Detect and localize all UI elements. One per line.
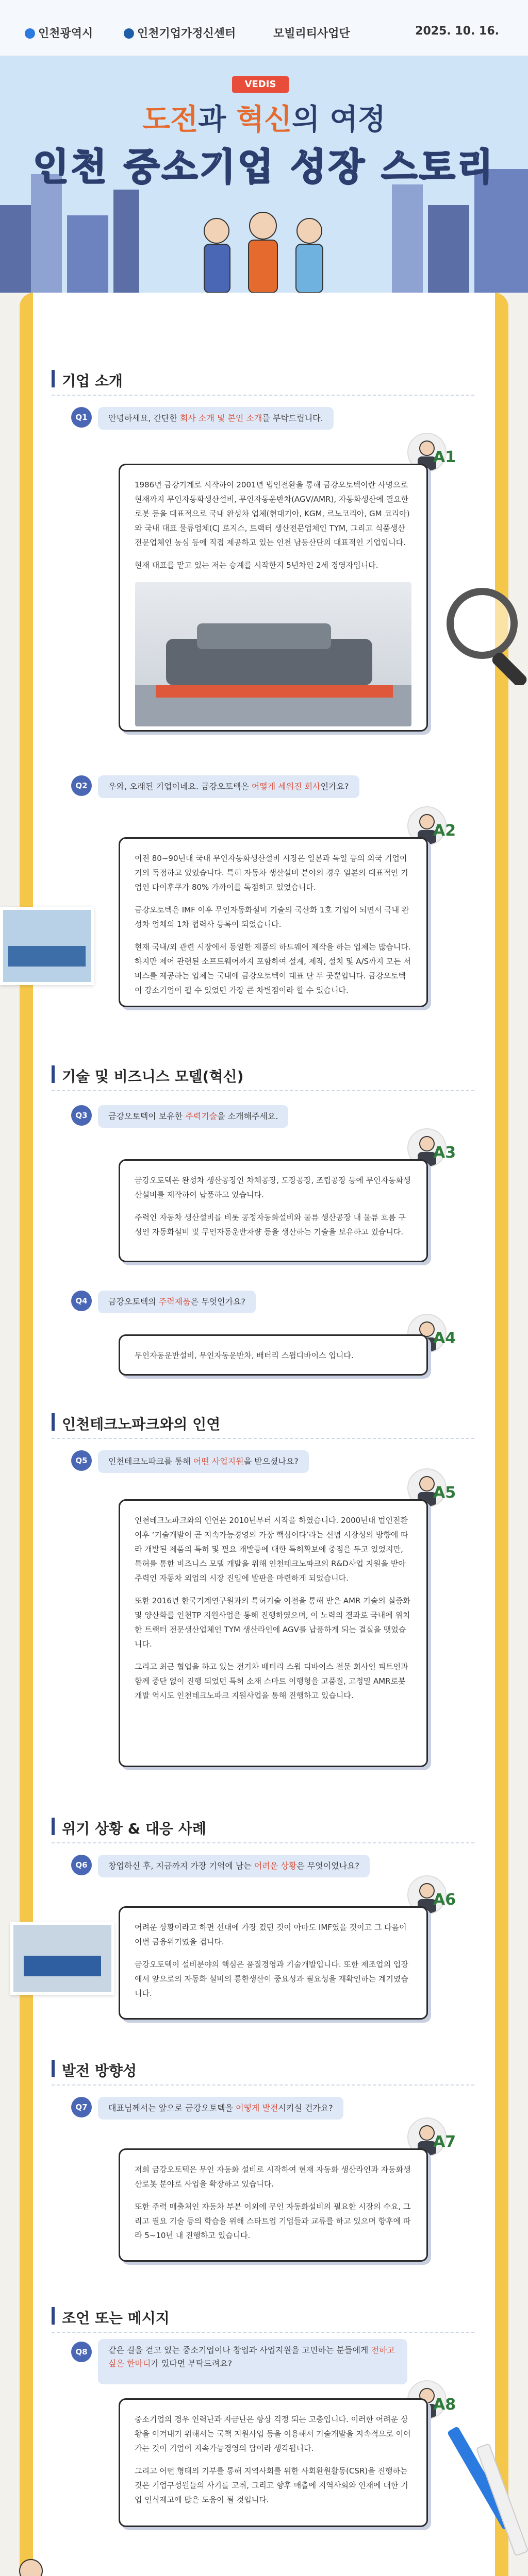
q-highlight: 어떻게 세워진 회사 [251, 782, 321, 791]
answer-paragraph: 인천테크노파크와의 인연은 2010년부터 시작을 하였습니다. 2000년대 법인전환 이후 ‘기술개발이 곧 지속가능경영의 가장 핵심이다’라는 신념 시장성의 방향에 따라 개발된 제품의 특허 및 필요 개발등에 대한 특허확보에 중점을 두고 있었지만, 특허를 통한 비즈니스 모델 개발을 위해 인천테크노파크의 R&D사업 지원을 받아 주력인 자동차 외업의 시장 진입에 발판을 마련하게 되었습니다. [135, 1516, 408, 1583]
hero-banner [0, 56, 528, 293]
section-title: 조언 또는 메시지 [62, 2310, 170, 2327]
q-text: 인가요? [320, 782, 349, 791]
a3-answer-box [119, 1159, 428, 1262]
section-title: 기술 및 비즈니스 모델(혁신) [62, 1068, 244, 1085]
hero-title-highlight: 혁신 [236, 103, 292, 137]
q-text: 은 무엇인가요? [190, 1297, 245, 1307]
a8-label: A8 [433, 2396, 456, 2414]
a4-answer-box [119, 1334, 428, 1376]
q-text: 금강오토텍의 [108, 1297, 159, 1307]
building-illustration [67, 215, 108, 293]
answer-paragraph: 금강오토텍이 설비분야의 핵심은 품질경영과 기술개발입니다. 또한 제조업의 입장에서 앞으로의 자동화 설비의 통한생산이 중요성과 필요성을 재확인하는 계기였습니다. [135, 1960, 408, 1998]
q2-bubble [98, 775, 359, 798]
answer-paragraph: 어려운 상황이라고 하면 선대에 가장 컸던 것이 아마도 IMF였을 것이고 그 다음이 이번 금융위기였을 겁니다. [135, 1923, 407, 1946]
q1-bubble [98, 407, 334, 430]
q-highlight: 어떻게 발전 [236, 2103, 278, 2113]
section-divider [52, 1438, 474, 1439]
q7-bubble [98, 2097, 343, 2120]
section-advice [52, 2303, 474, 2329]
q2-label: Q2 [71, 775, 92, 796]
q3-bubble [98, 1105, 288, 1128]
section-future [52, 2056, 474, 2081]
answer-paragraph: 또한 주력 매출처인 자동차 부분 이외에 무인 자동화설비의 필요한 시장의 수요, 그리고 필요 기술 등의 학습을 위해 스타트업 기업들과 교류를 하고 있으며 향후에 따라 5~10년 내 진행하고 있습니다. [135, 2202, 411, 2240]
answer-paragraph: 또한 2016년 한국기계연구원과의 특허기술 이전을 통해 받은 AMR 기술의 실증화 및 양산화를 인천TP 지원사업을 통해 진행하였으며, 이 노력의 결과로 국내에 위치한 트랙터 전문생산업체인 TYM 생산라인에 AGV를 납품하게 되는 결실을 맺었습니다. [135, 1596, 410, 1649]
center-logo-icon [124, 28, 134, 39]
q-text: 대표님께서는 앞으로 금강오토텍을 [108, 2103, 236, 2113]
answer-paragraph: 주력인 자동차 생산설비를 비롯 공정자동화설비와 물류 생산공장 내 물류 흐름 구성인 자동화설비 및 무인자동운반차량 등을 생산하는 기술을 보유하고 있습니다. [135, 1213, 406, 1236]
hero-title-highlight: 도전 [142, 103, 199, 137]
q-highlight: 주력기술 [185, 1111, 218, 1121]
section-divider [52, 1090, 474, 1092]
a3-label: A3 [433, 1144, 456, 1162]
a2-answer-box [119, 837, 428, 1007]
q4-bubble [98, 1291, 256, 1313]
factory-line-image [3, 910, 91, 982]
section-title: 위기 상황 & 대응 사례 [62, 1820, 206, 1837]
assembly-image [13, 1925, 111, 1992]
runner-illustration [0, 2555, 67, 2576]
section-bar [52, 1065, 55, 1083]
answer-paragraph: 현재 대표를 맡고 있는 저는 승계를 시작한지 5년차인 2세 경영자입니다. [135, 561, 378, 570]
q1-label: Q1 [71, 407, 92, 428]
section-divider [52, 2084, 474, 2086]
section-bar [52, 2307, 55, 2325]
section-crisis [52, 1814, 474, 1839]
factory-photo [135, 582, 411, 726]
brand-mobility [273, 25, 350, 41]
section-technopark [52, 1409, 474, 1435]
section-title: 기업 소개 [62, 372, 123, 389]
building-illustration [113, 190, 139, 293]
section-bar [52, 2060, 55, 2077]
section-tech-business [52, 1061, 474, 1087]
section-company-intro [52, 366, 474, 392]
q-text: 을 소개해주세요. [217, 1111, 278, 1121]
answer-paragraph: 1986년 금강기계로 시작하여 2001년 법인전환을 통해 금강오토텍이란 사명으로 현재까지 무인자동화생산설비, 무인자동운반차(AGV/AMR), 자동화생산에 필요한 로봇 등을 대표적으로 국내 완성차 업체(현대기아, KGM, 르노코리아, GM 코리아)와 국내 대표 물류업체(CJ 로지스, 트랙터 생산전문업체인 TYM, 그리고 식품생산 전문업체인 농심 등에 직접 제공하고 있는 인천 남동산단의 대표적인 기업입니다. [135, 480, 410, 547]
answer-paragraph: 무인자동운반설비, 무인자동운반차, 배터리 스윕디바이스 입니다. [135, 1351, 354, 1360]
q-text: 은 무엇이었나요? [296, 1861, 360, 1871]
building-illustration [392, 184, 423, 293]
hero-title-text: 의 여정 [292, 103, 386, 137]
q-text: 가 있다면 부탁드려요? [151, 2359, 233, 2368]
section-divider [52, 1842, 474, 1844]
section-bar [52, 1818, 55, 1835]
vedis-badge: VEDIS [232, 76, 289, 93]
answer-paragraph: 금강오토텍은 완성차 생산공장인 차체공장, 도장공장, 조립공장 등에 무인자동화생산설비를 제작하여 납품하고 있습니다. [135, 1176, 411, 1199]
q3-label: Q3 [71, 1105, 92, 1126]
brand-center-label: 인천기업가정신센터 [137, 27, 236, 40]
q-highlight: 전하고 싶은 한마디 [108, 2345, 395, 2368]
answer-paragraph: 저희 금강오토텍은 무인 자동화 설비로 시작하여 현재 자동화 생산라인과 자동화생산로봇 분야로 사업을 확장하고 있습니다. [135, 2165, 411, 2189]
q8-bubble [98, 2339, 407, 2384]
a5-label: A5 [433, 1484, 456, 1502]
section-divider [52, 2332, 474, 2333]
section-bar [52, 370, 55, 387]
q7-label: Q7 [71, 2097, 92, 2117]
brand-incheon [25, 25, 93, 41]
team-illustration [186, 200, 340, 293]
section-bar [52, 1413, 55, 1431]
hero-title-text: 과 [198, 103, 236, 137]
top-bar [0, 0, 528, 56]
q-highlight: 어떤 사업지원 [193, 1456, 244, 1466]
q4-label: Q4 [71, 1291, 92, 1311]
q6-label: Q6 [71, 1855, 92, 1875]
section-title: 발전 방향성 [62, 2062, 137, 2079]
q-text: 을 받으셨나요? [243, 1456, 299, 1466]
answer-paragraph: 금강오토텍은 IMF 이후 무인자동화설비 기술의 국산화 1호 기업이 되면서 국내 완성차 업체의 1차 협력사 등록이 되었습니다. [135, 905, 409, 929]
brand-center [124, 25, 236, 41]
car-assembly-image [135, 582, 411, 726]
a4-label: A4 [433, 1329, 456, 1347]
a7-answer-box [119, 2148, 428, 2262]
q-text: 안녕하세요, 간단한 [108, 413, 180, 423]
q-text: 를 부탁드립니다. [262, 413, 323, 423]
a7-label: A7 [433, 2133, 456, 2151]
q-highlight: 주력제품 [158, 1297, 191, 1307]
building-illustration [428, 205, 469, 293]
q-highlight: 회사 소개 및 본인 소개 [179, 413, 262, 423]
q5-label: Q5 [71, 1450, 92, 1471]
hero-title-line2: 인천 중소기업 성장 스토리 [32, 145, 496, 189]
q-text: 금강오토텍이 보유한 [108, 1111, 186, 1121]
brand-mobility-label: 모빌리티사업단 [273, 27, 350, 40]
a1-label: A1 [433, 448, 456, 466]
q-text: 창업하신 후, 지금까지 가장 기억에 남는 [108, 1861, 254, 1871]
answer-paragraph: 그리고 어떤 형태의 기부를 통해 지역사회를 위한 사회환원활동(CSR)을 진행하는 것은 기업구성원들의 사기를 고취, 그리고 향후 매출에 지역사회와 인재에 대한 기업 인식제고에 많은 도움이 될 것입니다. [135, 2466, 408, 2504]
q8-label: Q8 [71, 2342, 92, 2362]
a5-answer-box [119, 1499, 428, 1767]
section-title: 인천테크노파크와의 인연 [62, 1416, 221, 1433]
q-text: 같은 길을 걷고 있는 중소기업이나 창업과 사업지원을 고민하는 분들에게 [108, 2345, 371, 2355]
hero-title-line1 [0, 97, 528, 138]
issue-date: 2025. 10. 16. [415, 25, 499, 38]
answer-paragraph: 이전 80~90년대 국내 무인자동화생산설비 시장은 일본과 독일 등의 외국 기업이 거의 독점하고 있었습니다. 특히 자동차 생산설비 분야의 경우 일본의 대표적인 기업인 다이후쿠가 80% 가까이를 독점하고 있었습니다. [135, 854, 408, 892]
answer-paragraph: 중소기업의 경우 인력난과 자금난은 항상 걱정 되는 고충입니다. 이러한 어려운 상황을 이겨내기 위해서는 국책 지원사업 등을 이용해서 기술개발을 지속적으로 이어 가는 것이 기업이 지속가능경영의 답이라 생각됩니다. [135, 2415, 411, 2453]
a6-answer-box [119, 1906, 428, 2020]
incheon-logo-icon [25, 28, 35, 39]
assembly-photo [10, 1922, 114, 1995]
building-illustration [31, 174, 62, 293]
section-divider [52, 395, 474, 396]
q-text: 우와, 오래된 기업이네요. 금강오토텍은 [108, 782, 252, 791]
brand-incheon-label: 인천광역시 [38, 27, 93, 40]
answer-paragraph: 그리고 최근 협업을 하고 있는 전기차 배터리 스윕 디바이스 전문 회사인 피트인과 함께 중단 없이 진행 되었던 특허 소재 스마트 이행형을 고품질, 고정밀 AMR로봇 개발 역시도 인천테크노파크 지원사업을 통해 진행하고 있습니다. [135, 1662, 408, 1700]
q-text: 시키실 건가요? [278, 2103, 333, 2113]
q-highlight: 어려운 상황 [254, 1861, 297, 1871]
a2-label: A2 [433, 822, 456, 840]
magnifier-icon [441, 582, 528, 685]
a6-label: A6 [433, 1891, 456, 1909]
answer-paragraph: 현재 국내/외 관련 시장에서 동일한 제품의 하드웨어 제작을 하는 업체는 많습니다. 하지만 제어 관련된 소프트웨어까지 포함하여 설계, 제작, 설치 및 A/S까지 모든 서비스를 제공하는 업체는 국내에 금강오토텍이 대표 단 두 곳뿐입니다. 금강오토텍이 강소기업이 될 수 있었던 가장 큰 차별점이라 할 수 있습니다. [135, 942, 411, 995]
factory-line-photo [0, 907, 94, 985]
q-text: 인천테크노파크를 통해 [108, 1456, 193, 1466]
a8-answer-box [119, 2398, 428, 2527]
q6-bubble [98, 1855, 370, 1877]
q5-bubble [98, 1450, 309, 1473]
